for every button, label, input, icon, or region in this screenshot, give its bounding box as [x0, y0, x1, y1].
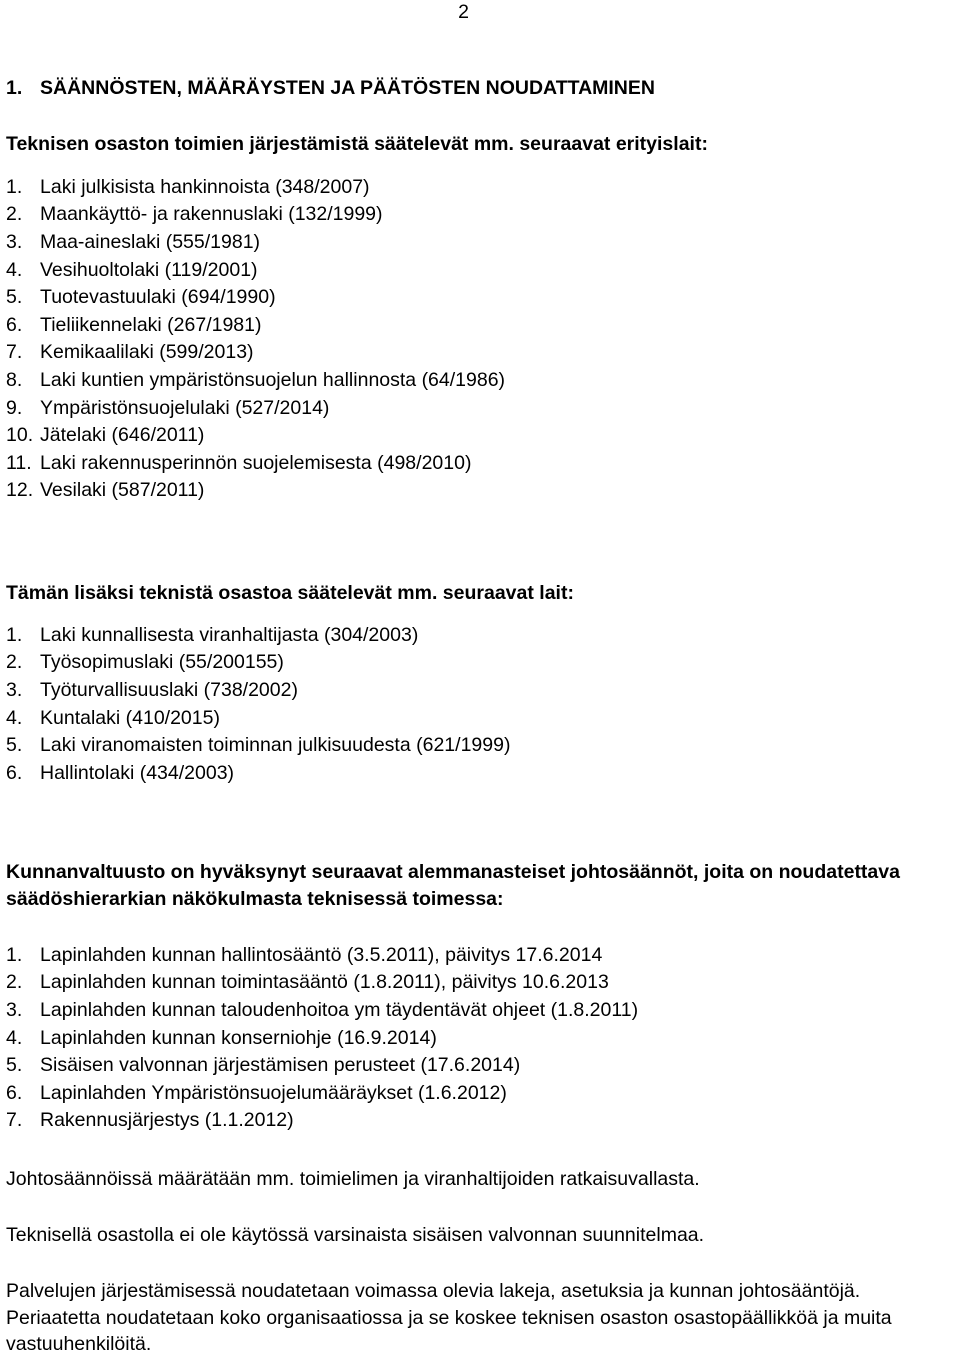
list-item-text: Kuntalaki (410/2015)	[40, 706, 220, 729]
list-item-number: 5.	[6, 734, 23, 757]
list-item-number: 5.	[6, 1054, 23, 1077]
list-item-number: 8.	[6, 368, 23, 391]
list-item	[6, 283, 956, 311]
list-item	[6, 339, 956, 367]
special-laws-list-container	[6, 173, 956, 504]
list-item-number: 5.	[6, 286, 23, 309]
list-item	[6, 256, 956, 284]
rules-list	[6, 941, 956, 1134]
list-item-text: Tuotevastuulaki (694/1990)	[40, 286, 276, 309]
list-item-text: Laki rakennusperinnön suojelemisesta (498/2010)	[40, 451, 472, 474]
page-number: 2	[458, 1, 469, 23]
list-item-number: 6.	[6, 761, 23, 784]
list-item	[6, 969, 956, 997]
list-item-text: Laki kunnallisesta viranhaltijasta (304/2003)	[40, 623, 419, 646]
special-laws-heading: Teknisen osaston toimien järjestämistä säätelevät mm. seuraavat erityislait:	[6, 133, 708, 155]
list-item	[6, 1051, 956, 1079]
other-laws-list-container	[6, 621, 956, 787]
list-item	[6, 621, 956, 649]
list-item-text: Lapinlahden kunnan hallintosääntö (3.5.2011), päivitys 17.6.2014	[40, 943, 603, 966]
list-item-number: 2.	[6, 651, 23, 674]
rules-heading: Kunnanvaltuusto on hyväksynyt seuraavat alemmanasteiset johtosäännöt, joita on noudatettava säädöshierarkian näkökulmasta teknisessä toimessa:	[6, 861, 900, 910]
list-item-number: 1.	[6, 175, 23, 198]
list-item-text: Laki julkisista hankinnoista (348/2007)	[40, 175, 370, 198]
list-item-number: 11.	[6, 451, 32, 474]
list-item	[6, 704, 956, 732]
list-item-number: 4.	[6, 258, 23, 281]
list-item-text: Maa-aineslaki (555/1981)	[40, 230, 261, 253]
list-item	[6, 731, 956, 759]
list-item-text: Lapinlahden kunnan toimintasääntö (1.8.2011), päivitys 10.6.2013	[40, 971, 609, 994]
paragraph-internal-control: Teknisellä osastolla ei ole käytössä varsinaista sisäisen valvonnan suunnitelmaa.	[6, 1224, 705, 1246]
list-item	[6, 311, 956, 339]
list-item-text: Laki viranomaisten toiminnan julkisuudesta (621/1999)	[40, 734, 511, 757]
list-item-number: 6.	[6, 313, 23, 336]
list-item-number: 7.	[6, 1109, 23, 1132]
list-item-text: Maankäyttö- ja rakennuslaki (132/1999)	[40, 203, 383, 226]
list-item	[6, 996, 956, 1024]
list-item-number: 2.	[6, 971, 23, 994]
list-item	[6, 759, 956, 787]
list-item-text: Hallintolaki (434/2003)	[40, 761, 235, 784]
other-laws-list	[6, 621, 956, 787]
list-item-number: 12.	[6, 479, 34, 502]
list-item-text: Lapinlahden kunnan konserniohje (16.9.2014)	[40, 1026, 437, 1049]
list-item	[6, 201, 956, 229]
list-item-text: Työsopimuslaki (55/200155)	[40, 651, 284, 674]
rules-list-container	[6, 941, 956, 1134]
list-item-number: 4.	[6, 1026, 23, 1049]
section-number: 1.	[6, 77, 23, 99]
list-item-number: 4.	[6, 706, 23, 729]
section-heading	[6, 75, 956, 101]
list-item	[6, 676, 956, 704]
list-item-text: Laki kuntien ympäristönsuojelun hallinnosta (64/1986)	[40, 368, 506, 391]
list-item	[6, 421, 956, 449]
list-item	[6, 477, 956, 505]
list-item-text: Jätelaki (646/2011)	[40, 424, 205, 447]
list-item-number: 3.	[6, 678, 23, 701]
list-item-text: Vesilaki (587/2011)	[40, 479, 205, 502]
list-item-text: Tieliikennelaki (267/1981)	[40, 313, 262, 336]
list-item-text: Työturvallisuuslaki (738/2002)	[40, 678, 298, 701]
list-item-text: Rakennusjärjestys (1.1.2012)	[40, 1109, 294, 1132]
list-item-text: Vesihuoltolaki (119/2001)	[40, 258, 258, 281]
list-item	[6, 1079, 956, 1107]
list-item-text: Ympäristönsuojelulaki (527/2014)	[40, 396, 330, 419]
list-item	[6, 173, 956, 201]
list-item	[6, 449, 956, 477]
list-item-number: 1.	[6, 623, 23, 646]
section-title: SÄÄNNÖSTEN, MÄÄRÄYSTEN JA PÄÄTÖSTEN NOUDATTAMINEN	[40, 77, 655, 99]
list-item	[6, 394, 956, 422]
list-item-text: Sisäisen valvonnan järjestämisen perusteet (17.6.2014)	[40, 1054, 521, 1077]
list-item	[6, 366, 956, 394]
list-item	[6, 941, 956, 969]
list-item	[6, 649, 956, 677]
list-item-number: 1.	[6, 943, 23, 966]
other-laws-heading: Tämän lisäksi teknistä osastoa säätelevät mm. seuraavat lait:	[6, 582, 574, 604]
list-item-text: Lapinlahden kunnan taloudenhoitoa ym täydentävät ohjeet (1.8.2011)	[40, 998, 639, 1021]
list-item-text: Kemikaalilaki (599/2013)	[40, 341, 254, 364]
list-item-number: 9.	[6, 396, 23, 419]
special-laws-list	[6, 173, 956, 504]
paragraph-authority: Johtosäännöissä määrätään mm. toimielimen ja viranhaltijoiden ratkaisuvallasta.	[6, 1168, 700, 1190]
list-item-text: Lapinlahden Ympäristönsuojelumääräykset (1.6.2012)	[40, 1081, 507, 1104]
list-item-number: 6.	[6, 1081, 23, 1104]
list-item	[6, 228, 956, 256]
list-item-number: 10.	[6, 424, 34, 447]
list-item-number: 3.	[6, 230, 23, 253]
paragraph-services: Palvelujen järjestämisessä noudatetaan voimassa olevia lakeja, asetuksia ja kunnan johtosääntöjä. Periaatetta noudatetaan koko organisaatiossa ja se koskee teknisen osaston osastopäällikköä ja muita vastuuhenkilöitä.	[6, 1280, 892, 1355]
list-item	[6, 1107, 956, 1135]
list-item-number: 3.	[6, 998, 23, 1021]
list-item	[6, 1024, 956, 1052]
list-item-number: 7.	[6, 341, 23, 364]
list-item-number: 2.	[6, 203, 23, 226]
